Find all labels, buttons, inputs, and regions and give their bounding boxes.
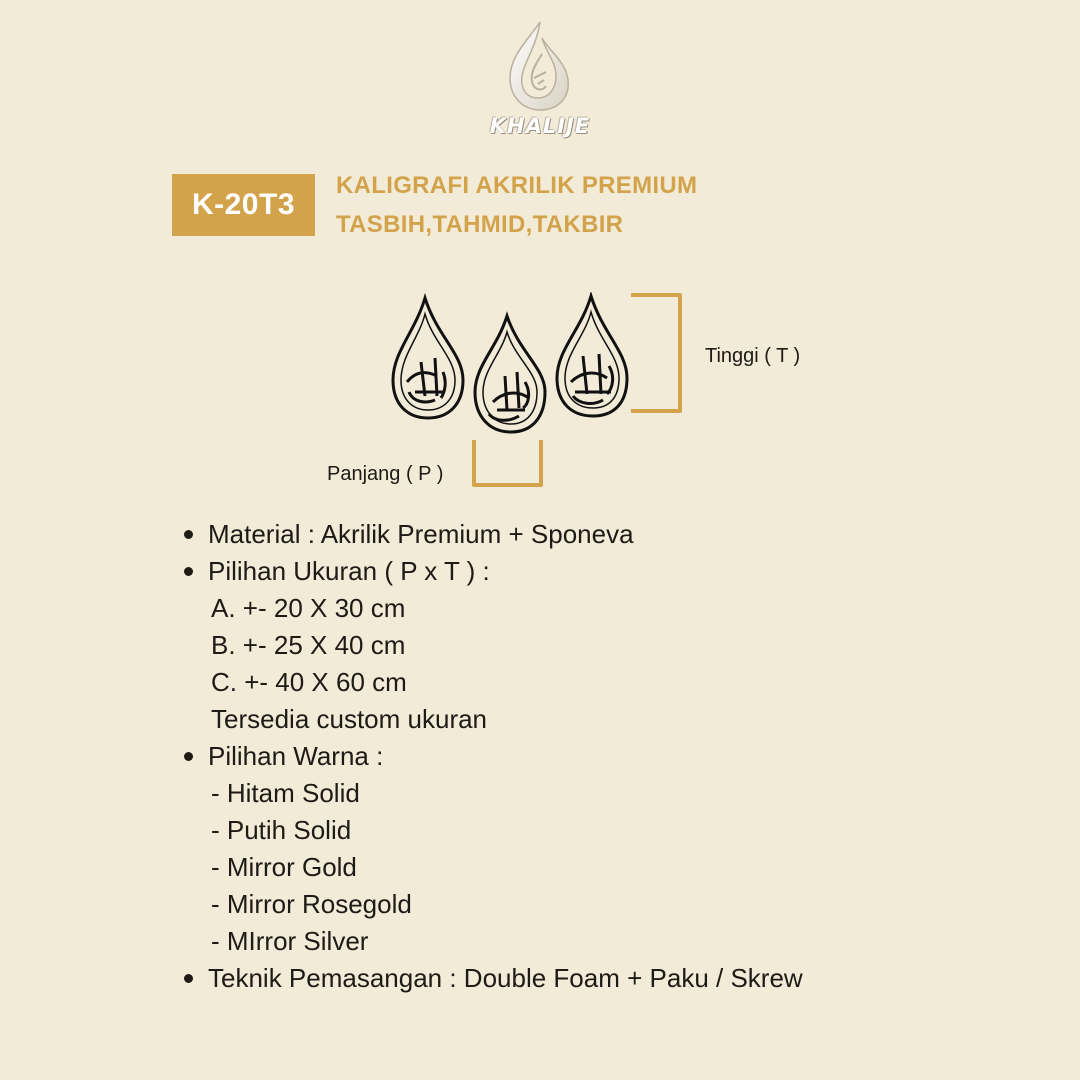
product-title-line1: KALIGRAFI AKRILIK PREMIUM (336, 172, 698, 199)
bullet-icon (184, 752, 193, 761)
brand-logo (480, 18, 600, 146)
size-option: C. +- 40 X 60 cm (211, 667, 407, 697)
calligraphy-product-image (385, 292, 635, 442)
width-bracket (474, 440, 541, 485)
install-text: Teknik Pemasangan : Double Foam + Paku / Skrew (208, 963, 803, 993)
color-option: - Putih Solid (211, 815, 352, 845)
size-option: A. +- 20 X 30 cm (211, 593, 406, 623)
flame-emblem-icon (480, 18, 600, 118)
color-option: - Mirror Gold (211, 852, 357, 882)
spec-size-heading (180, 553, 803, 590)
height-label: Tinggi ( T ) (705, 345, 801, 367)
product-title-line2: TASBIH,TAHMID,TAKBIR (336, 211, 624, 238)
product-code-badge: K-20T3 (172, 174, 315, 236)
height-bracket (631, 295, 680, 411)
spec-material (180, 516, 803, 553)
size-custom-note: Tersedia custom ukuran (211, 704, 488, 734)
bullet-icon (184, 974, 193, 983)
spec-color-heading (180, 738, 803, 775)
bullet-icon (184, 530, 193, 539)
material-text: Material : Akrilik Premium + Sponeva (208, 519, 634, 549)
color-option: - MIrror Silver (211, 926, 369, 956)
brand-wordmark: KHALIJE (489, 114, 591, 138)
size-option: B. +- 25 X 40 cm (211, 630, 406, 660)
size-heading-text: Pilihan Ukuran ( P x T ) : (208, 556, 490, 586)
color-heading-text: Pilihan Warna : (208, 741, 384, 771)
bullet-icon (184, 567, 193, 576)
width-label: Panjang ( P ) (327, 463, 444, 485)
color-option: - Hitam Solid (211, 778, 360, 808)
spec-list (180, 516, 803, 997)
color-option: - Mirror Rosegold (211, 889, 412, 919)
spec-install (180, 960, 803, 997)
